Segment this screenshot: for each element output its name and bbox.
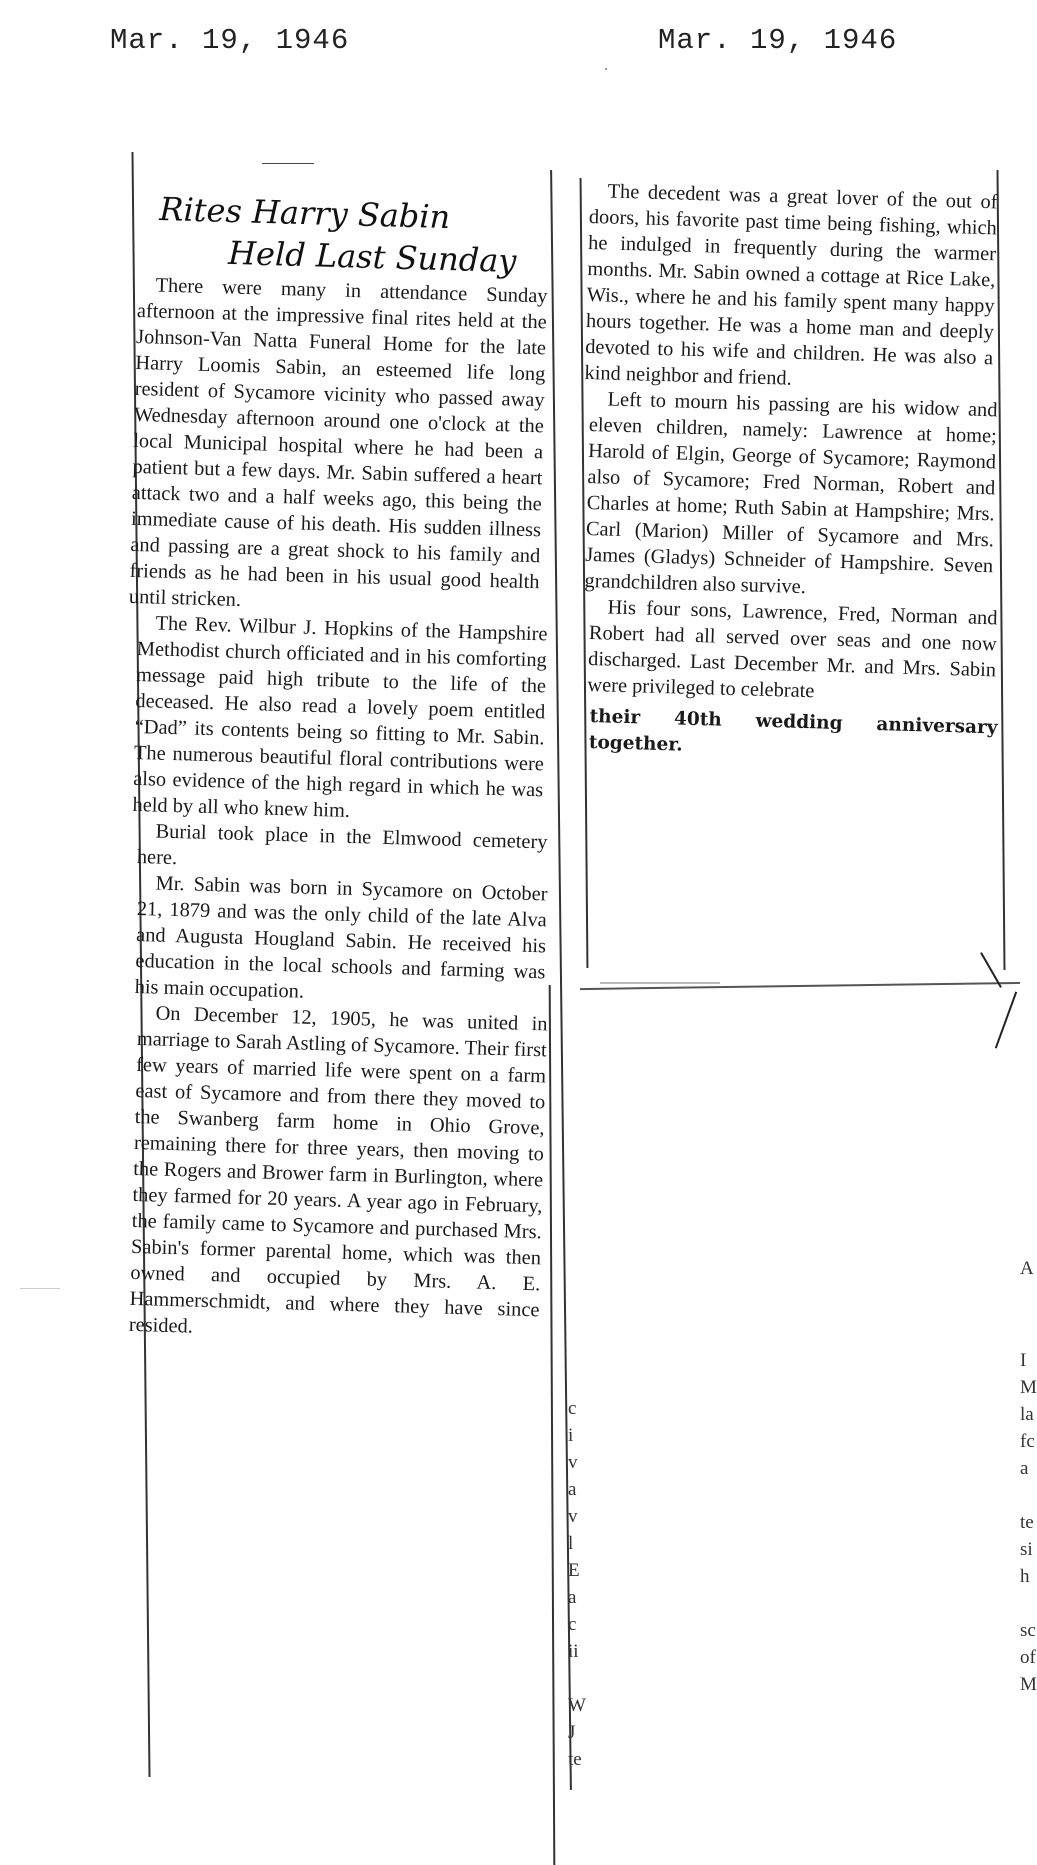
- paragraph: The decedent was a great lover of the out of doors, his favorite past time being fishing, which he indulged in frequently during the warmer months. Mr. Sabin owned a cottage at Rice Lake, Wis., where he and his family spent many happy hours together. He was a home man and deeply devoted to his wife and children. He was also a kind neighbor and friend.: [584, 180, 998, 390]
- fragment-letter: ii: [568, 1641, 579, 1662]
- fragment-letter: M: [1020, 1674, 1037, 1695]
- fragment-letter: M: [1020, 1377, 1037, 1398]
- fragment-letter: te: [568, 1749, 582, 1770]
- date-right: Mar. 19, 1946: [658, 24, 898, 57]
- fragment-letter: l: [568, 1533, 574, 1554]
- paragraph: Burial took place in the Elmwood cemetery here.: [136, 820, 548, 870]
- fragment-letter: i: [568, 1425, 574, 1446]
- fragment-letter: c: [568, 1398, 577, 1419]
- fragment-letter: E: [568, 1560, 580, 1581]
- clip-mark: [995, 991, 1017, 1048]
- fragment-letter: v: [568, 1452, 578, 1473]
- ending-line: their 40th wedding anniversary together.: [588, 705, 998, 756]
- fragment-letter: of: [1020, 1647, 1036, 1668]
- paragraph: The Rev. Wilbur J. Hopkins of the Hampshire Methodist church officiated and in his comforting message paid high tribute to the life of the deceased. He also read a lovely poem entitled “Dad” its contents being so fitting to Mr. Sabin. The numerous beautiful floral contributions were also evidence of the high regard in which he was held by all who knew him.: [132, 612, 548, 822]
- paragraph: Mr. Sabin was born in Sycamore on October 21, 1879 and was the only child of the late Alva and Augusta Hougland Sabin. He received his education in the local schools and farming was his main occupation.: [134, 872, 548, 1003]
- headline: [158, 188, 548, 283]
- paragraph: There were many in attendance Sunday afternoon at the impressive final rites held at the Johnson-Van Natta Funeral Home for the late Harry Loomis Sabin, an esteemed life long resident of Sycamore vicinity who passed away Wednesday afternoon around one o'clock at the local Municipal hospital where he had been a patient but a few days. Mr. Sabin suffered a heart attack two and a half weeks ago, this being the immediate cause of his death. His sudden illness and passing are a great shock to his family and friends as he had been in his usual good health until stricken.: [128, 274, 548, 612]
- fragment-letter: la: [1020, 1404, 1034, 1425]
- fragment-letter: J: [568, 1722, 576, 1743]
- lower-column-edge: [549, 985, 555, 1865]
- paragraph: Left to mourn his passing are his widow and eleven children, namely: Lawrence at home; Harold of Elgin, George of Sycamore; Raymond also of Sycamore; Fred Norman, Robert and Charles at home; Ruth Sabin at Hampshire; Mrs. Carl (Marion) Miller of Sycamore and Mrs. James (Gladys) Schneider of Hampshire. Seven grandchildren also survive.: [584, 388, 998, 599]
- right-column: [584, 178, 998, 756]
- headline-line-1: Rites Harry Sabin: [158, 189, 451, 237]
- fragment-letter: [1020, 1590, 1035, 1617]
- article-body-left: [128, 272, 548, 1338]
- fragment-letter: c: [568, 1614, 577, 1635]
- date-left: Mar. 19, 1946: [110, 24, 350, 57]
- fragment-right-edge: [1020, 1255, 1035, 1698]
- fragment-letter: [568, 1665, 588, 1692]
- fragment-letter: W: [568, 1695, 586, 1716]
- fragment-letter: si: [1020, 1539, 1033, 1560]
- fragment-letter: v: [568, 1506, 578, 1527]
- fragment-letter: a: [568, 1479, 577, 1500]
- paragraph: His four sons, Lawrence, Fred, Norman and Robert had all served over seas and one now discharged. Last December Mr. and Mrs. Sabin were privileged to celebrate: [587, 596, 998, 703]
- left-column: [128, 150, 548, 1338]
- scan-speck: [20, 1288, 60, 1289]
- fragment-mid-column: [568, 1395, 588, 1773]
- fragment-letter: a: [1020, 1458, 1029, 1479]
- paragraph: On December 12, 1905, he was united in marriage to Sarah Astling of Sycamore. Their first few years of married life were spent on a farm east of Sycamore and from there they moved to the Swanberg farm home in Ohio Grove, remaining there for three years, then moving to the Rogers and Brower farm in Burlington, where they farmed for 20 years. A year ago in February, the family came to Sycamore and purchased Mrs. Sabin's former parental home, which was then owned and occupied by Mrs. A. E. Hammerschmidt, and where they have since resided.: [128, 1002, 548, 1338]
- fragment-letter: a: [568, 1587, 577, 1608]
- article-body-right: [584, 178, 998, 756]
- scan-speck: [600, 982, 720, 984]
- fragment-letter: I: [1020, 1350, 1027, 1371]
- headline-line-2: Held Last Sunday: [227, 233, 517, 280]
- fragment-letter: te: [1020, 1512, 1034, 1533]
- fragment-letter: A: [1020, 1258, 1034, 1279]
- fragment-letter: h: [1020, 1566, 1030, 1587]
- fragment-letter: sc: [1020, 1620, 1036, 1641]
- fragment-letter: fc: [1020, 1431, 1035, 1452]
- scan-speck: [605, 68, 607, 70]
- fragment-letter: [1020, 1482, 1035, 1509]
